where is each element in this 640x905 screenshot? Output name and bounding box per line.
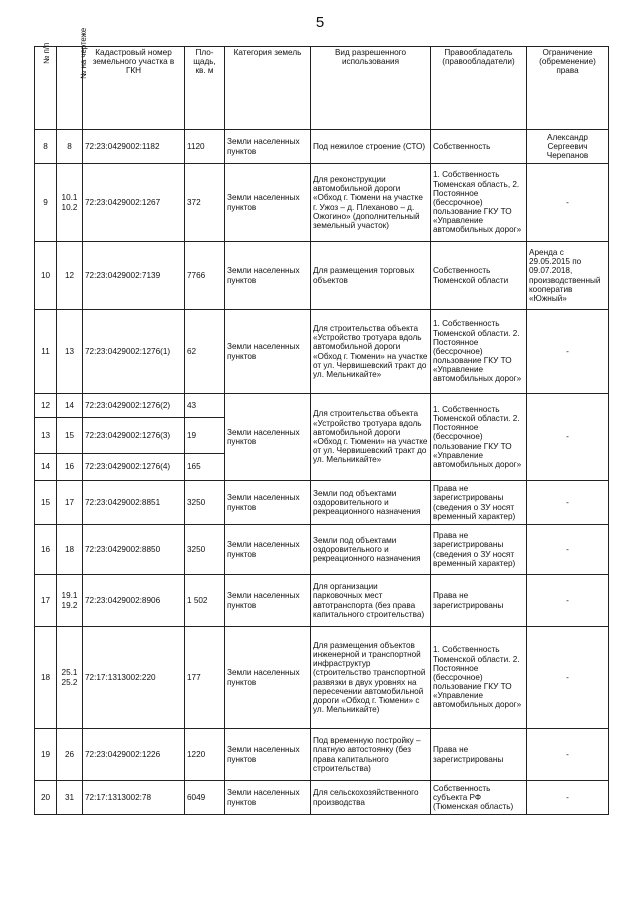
cell-use: Земли под объектами оздоровительного и рекреационного назначения xyxy=(311,481,431,525)
cell-restriction-group: - xyxy=(527,394,609,481)
cell-num: 15 xyxy=(35,481,57,525)
cell-owner: Собственность Тюменской области xyxy=(431,242,527,310)
cell-use: Под временную постройку – платную автостоянку (без права капитального строительства) xyxy=(311,729,431,781)
cell-area: 1 502 xyxy=(185,575,225,627)
cell-num: 12 xyxy=(35,394,57,418)
page-number: 5 xyxy=(315,14,325,31)
cell-use: Под нежилое строение (СТО) xyxy=(311,130,431,164)
header-cadastral: Кадастровый номер земельного участка в ГКН xyxy=(83,47,185,130)
cell-area: 1120 xyxy=(185,130,225,164)
cell-restriction: - xyxy=(527,729,609,781)
cell-category: Земли населенных пунктов xyxy=(225,781,311,815)
cell-owner: Права не зарегистрированы xyxy=(431,575,527,627)
cell-cadastral: 72:23:0429002:1276(2) xyxy=(83,394,185,418)
cell-area: 19 xyxy=(185,418,225,454)
cell-cadastral: 72:23:0429002:8851 xyxy=(83,481,185,525)
cell-use: Для размещения торговых объектов xyxy=(311,242,431,310)
cell-num: 10 xyxy=(35,242,57,310)
cell-area: 62 xyxy=(185,310,225,394)
cell-drawing: 18 xyxy=(57,525,83,575)
cell-cadastral: 72:23:0429002:7139 xyxy=(83,242,185,310)
cell-area: 165 xyxy=(185,454,225,481)
cell-owner: 1. Собственность Тюменская область, 2. Постоянное (бессрочное) пользование ГКУ ТО «Управление автомобильных дорог» xyxy=(431,164,527,242)
cell-owner: Права не зарегистрированы (сведения о ЗУ носят временный характер) xyxy=(431,481,527,525)
cell-category: Земли населенных пунктов xyxy=(225,575,311,627)
cell-num: 13 xyxy=(35,418,57,454)
header-row xyxy=(35,47,609,130)
cell-category: Земли населенных пунктов xyxy=(225,729,311,781)
cell-use: Для сельскохозяйственного производства xyxy=(311,781,431,815)
cell-category: Земли населенных пунктов xyxy=(225,481,311,525)
cell-category: Земли населенных пунктов xyxy=(225,525,311,575)
land-plots-table xyxy=(34,27,609,815)
cell-drawing: 14 xyxy=(57,394,83,418)
table-row xyxy=(35,242,609,310)
cell-owner: 1. Собственность Тюменской области. 2. Постоянное (бессрочное) пользование ГКУ ТО «Управление автомобильных дорог» xyxy=(431,627,527,729)
table-row xyxy=(35,481,609,525)
cell-restriction: - xyxy=(527,164,609,242)
cell-restriction: Александр Сергеевич Черепанов xyxy=(527,130,609,164)
cell-use: Для строительства объекта «Устройство тротуара вдоль автомобильной дороги «Обход г. Тюмени» на участке от ул. Червишевский тракт до ул. Мельникайте» xyxy=(311,310,431,394)
cell-cadastral: 72:23:0429002:8850 xyxy=(83,525,185,575)
cell-num: 19 xyxy=(35,729,57,781)
cell-drawing: 17 xyxy=(57,481,83,525)
cell-area: 177 xyxy=(185,627,225,729)
cell-area: 1220 xyxy=(185,729,225,781)
cell-num: 14 xyxy=(35,454,57,481)
table-row xyxy=(35,164,609,242)
cell-cadastral: 72:23:0429002:1182 xyxy=(83,130,185,164)
table-row xyxy=(35,310,609,394)
header-drawing: № на чертеже xyxy=(57,47,83,130)
cell-category-group: Земли населенных пунктов xyxy=(225,394,311,481)
cell-drawing: 26 xyxy=(57,729,83,781)
cell-use: Для организации парковочных мест автотранспорта (без права капитального строительства) xyxy=(311,575,431,627)
table-row xyxy=(35,575,609,627)
cell-restriction: - xyxy=(527,781,609,815)
cell-use: Земли под объектами оздоровительного и рекреационного назначения xyxy=(311,525,431,575)
cell-owner-group: 1. Собственность Тюменской области. 2. Постоянное (бессрочное) пользование ГКУ ТО «Управление автомобильных дорог» xyxy=(431,394,527,481)
cell-area: 7766 xyxy=(185,242,225,310)
cell-cadastral: 72:23:0429002:1267 xyxy=(83,164,185,242)
cell-drawing: 8 xyxy=(57,130,83,164)
cell-cadastral: 72:17:1313002:220 xyxy=(83,627,185,729)
header-restriction: Ограничение (обременение) права xyxy=(527,47,609,130)
cell-drawing: 31 xyxy=(57,781,83,815)
table-row xyxy=(35,627,609,729)
cell-owner: Собственность xyxy=(431,130,527,164)
cell-cadastral: 72:17:1313002:78 xyxy=(83,781,185,815)
cell-cadastral: 72:23:0429002:8906 xyxy=(83,575,185,627)
cell-restriction: - xyxy=(527,575,609,627)
cell-drawing: 13 xyxy=(57,310,83,394)
cell-area: 3250 xyxy=(185,481,225,525)
cell-area: 372 xyxy=(185,164,225,242)
table-row xyxy=(35,130,609,164)
cell-category: Земли населенных пунктов xyxy=(225,310,311,394)
cell-area: 3250 xyxy=(185,525,225,575)
cell-owner: 1. Собственность Тюменской области. 2. Постоянное (бессрочное) пользование ГКУ ТО «Управление автомобильных дорог» xyxy=(431,310,527,394)
cell-category: Земли населенных пунктов xyxy=(225,242,311,310)
cell-drawing: 12 xyxy=(57,242,83,310)
cell-owner: Права не зарегистрированы xyxy=(431,729,527,781)
cell-num: 11 xyxy=(35,310,57,394)
cell-drawing: 16 xyxy=(57,454,83,481)
cell-cadastral: 72:23:0429002:1276(3) xyxy=(83,418,185,454)
cell-use: Для размещения объектов инженерной и транспортной инфраструктур (строительство транспортной развязки в двух уровнях на пересечении автомобильной дороги «Обход г. Тюмени» с ул. Мельникайте) xyxy=(311,627,431,729)
table-row xyxy=(35,729,609,781)
cell-num: 16 xyxy=(35,525,57,575)
cell-category: Земли населенных пунктов xyxy=(225,164,311,242)
cell-area: 43 xyxy=(185,394,225,418)
cell-owner: Права не зарегистрированы (сведения о ЗУ носят временный характер) xyxy=(431,525,527,575)
cell-drawing: 10.1 10.2 xyxy=(57,164,83,242)
cell-use-group: Для строительства объекта «Устройство тротуара вдоль автомобильной дороги «Обход г. Тюмени» на участке от ул. Червишевский тракт до ул. Мельникайте» xyxy=(311,394,431,481)
cell-category: Земли населенных пунктов xyxy=(225,627,311,729)
cell-num: 17 xyxy=(35,575,57,627)
cell-cadastral: 72:23:0429002:1276(1) xyxy=(83,310,185,394)
cell-restriction: - xyxy=(527,627,609,729)
cell-restriction: - xyxy=(527,481,609,525)
cell-num: 8 xyxy=(35,130,57,164)
table-row xyxy=(35,781,609,815)
header-category: Категория земель xyxy=(225,47,311,130)
cell-num: 20 xyxy=(35,781,57,815)
header-num: № п/п xyxy=(35,47,57,130)
cell-use: Для реконструкции автомобильной дороги «Обход г. Тюмени на участке г. Ужоз – д. Плеханово – д. Ожогино» (дополнительный земельный участок) xyxy=(311,164,431,242)
cell-restriction: - xyxy=(527,525,609,575)
cell-cadastral: 72:23:0429002:1226 xyxy=(83,729,185,781)
cell-num: 18 xyxy=(35,627,57,729)
cell-num: 9 xyxy=(35,164,57,242)
header-owner: Правообладатель (правообладатели) xyxy=(431,47,527,130)
table-row xyxy=(35,394,609,418)
cell-drawing: 19.1 19.2 xyxy=(57,575,83,627)
header-area: Пло-щадь, кв. м xyxy=(185,47,225,130)
cell-owner: Собственность субъекта РФ (Тюменская область) xyxy=(431,781,527,815)
cell-drawing: 25.1 25.2 xyxy=(57,627,83,729)
cell-area: 6049 xyxy=(185,781,225,815)
cell-category: Земли населенных пунктов xyxy=(225,130,311,164)
cell-restriction: - xyxy=(527,310,609,394)
cell-restriction: Аренда с 29.05.2015 по 09.07.2018, производственный кооператив «Южный» xyxy=(527,242,609,310)
header-use: Вид разрешенного использования xyxy=(311,47,431,130)
cell-drawing: 15 xyxy=(57,418,83,454)
cell-cadastral: 72:23:0429002:1276(4) xyxy=(83,454,185,481)
table-row xyxy=(35,525,609,575)
